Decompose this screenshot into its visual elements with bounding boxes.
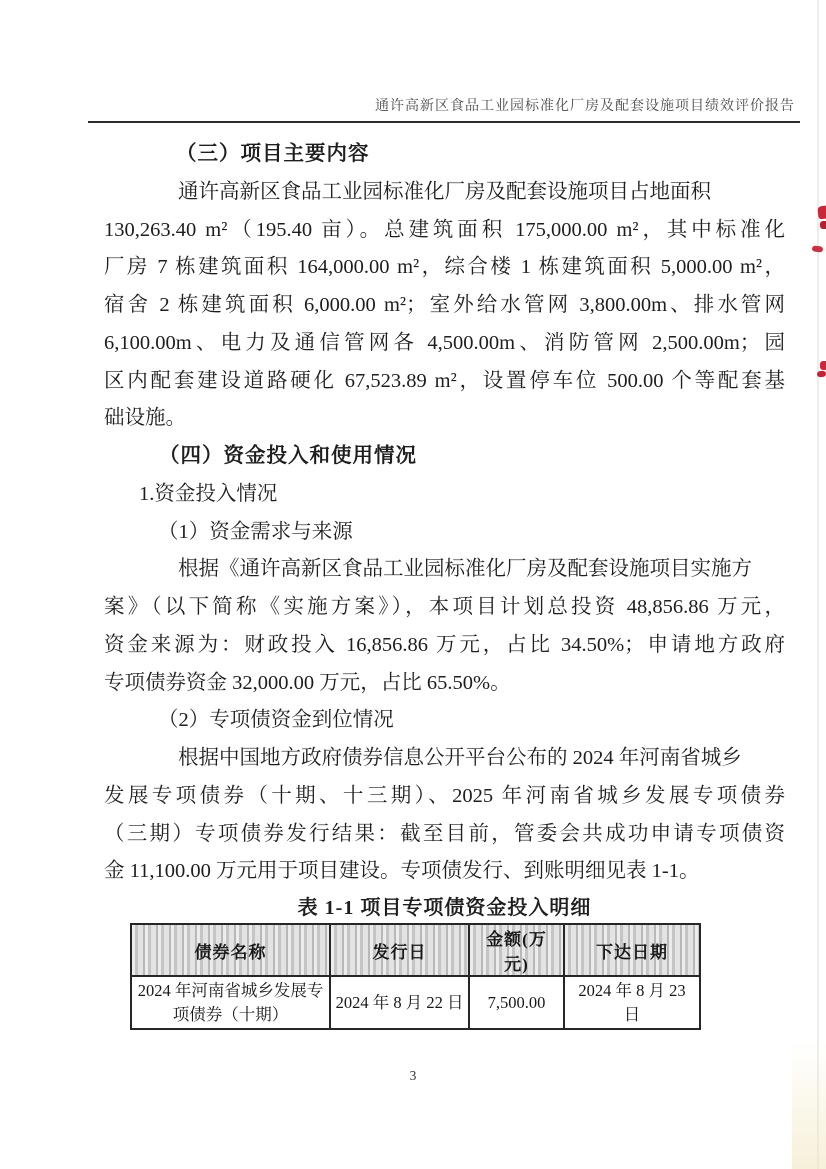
subsection-heading: （2）专项债资金到位情况 [158,709,394,732]
body-text-line: 础设施。 [104,407,186,430]
col-header-issue-date: 发行日 [330,924,469,976]
red-ink-mark [820,221,826,229]
cell-grant-date: 2024 年 8 月 23 日 [564,976,700,1029]
subsection-heading: 1.资金投入情况 [139,482,278,505]
col-header-grant-date: 下达日期 [564,924,700,976]
header-rule [88,121,800,123]
red-ink-mark [817,206,826,220]
body-text-line: 案》（以下简称《实施方案》），本项目计划总投资 48,856.86 万元， [104,596,785,618]
body-text-line: 6,100.00m、电力及通信管网各 4,500.00m、消防管网 2,500.00m；园 [104,331,785,354]
red-ink-mark [820,361,826,370]
running-header: 通许高新区食品工业园标准化厂房及配套设施项目绩效评价报告 [375,99,795,114]
body-text-line: 通许高新区食品工业园标准化厂房及配套设施项目占地面积 [178,180,711,203]
body-text-line: 厂房 7 栋建筑面积 164,000.00 m²，综合楼 1 栋建筑面积 5,000.00 m²， [104,256,785,279]
red-ink-mark [817,371,826,378]
cell-bond-name: 2024 年河南省城乡发展专项债券（十期） [131,976,330,1029]
red-ink-mark [812,245,824,252]
table-header-row [131,924,700,976]
body-text-line: 根据中国地方政府债券信息公开平台公布的 2024 年河南省城乡 [178,747,742,769]
body-text-line: （三期）专项债券发行结果：截至目前，管委会共成功申请专项债资 [104,822,785,845]
subsection-heading: （1）资金需求与来源 [158,520,353,543]
section-heading-3: （三）项目主要内容 [176,143,370,165]
col-header-bond-name: 债券名称 [131,924,330,976]
page-number: 3 [409,1068,417,1083]
document-body [104,136,785,925]
scan-edge-smudge [792,1040,826,1169]
scan-edge-line [817,0,819,1169]
body-text-line: 宿舍 2 栋建筑面积 6,000.00 m²；室外给水管网 3,800.00m、排水管网 [104,294,785,316]
section-heading-4: （四）资金投入和使用情况 [159,445,417,467]
cell-issue-date: 2024 年 8 月 22 日 [330,976,469,1029]
body-text-line: 区内配套建设道路硬化 67,523.89 m²，设置停车位 500.00 个等配套基 [104,369,785,392]
body-text-line: 金 11,100.00 万元用于项目建设。专项债发行、到账明细见表 1-1。 [104,860,700,883]
body-text-line: 专项债券资金 32,000.00 万元，占比 65.50%。 [104,671,511,694]
body-text-line: 根据《通许高新区食品工业园标准化厂房及配套设施项目实施方 [178,558,752,581]
table-row [131,976,700,1029]
body-text-line: 发展专项债券（十期、十三期）、2025 年河南省城乡发展专项债券 [104,784,785,807]
body-text-line: 资金来源为：财政投入 16,856.86 万元，占比 34.50%；申请地方政府 [104,633,785,656]
body-text-line: 130,263.40 m²（195.40 亩）。总建筑面积 175,000.00 m²，其中标准化 [104,218,785,241]
table-caption: 表 1-1 项目专项债资金投入明细 [297,897,592,919]
col-header-amount: 金额(万元) [469,924,564,976]
bond-funds-table [130,923,701,1030]
cell-amount: 7,500.00 [469,976,564,1029]
